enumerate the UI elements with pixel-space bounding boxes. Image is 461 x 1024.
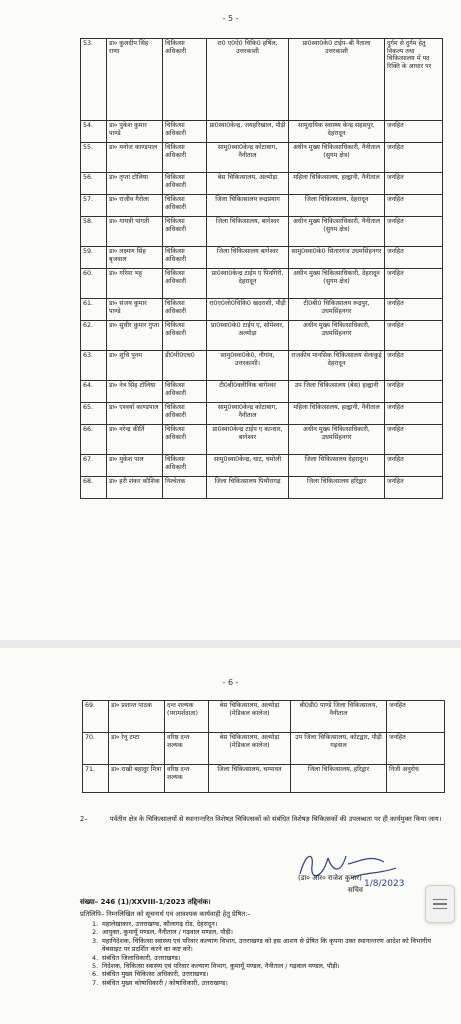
list-item [92,920,439,928]
cell-from: प्रा0स्वा0केन्द्र टाईप ए कान्धार, बागेश्वर [207,425,289,455]
cell-to: अधीन मुख्य चिकित्साधिकारी, नैनीताल (सुगम क्षेत्र) [289,217,385,247]
list-item [92,979,439,987]
cell-sn: 60. [81,269,107,299]
cell-from: जिला चिकित्सालय, चम्पावत [209,765,291,793]
list-item [92,954,439,962]
table-row [83,701,445,733]
cell-from: सामु0स्वा0केन्द्र, घाट, चमोली [207,455,289,477]
cell-from: जिला चिकित्सालय रूद्रप्रयाग [207,195,289,217]
table-row [81,351,443,381]
cell-to: जिला चिकित्सालय, हरिद्वार [291,765,387,793]
list-item [92,937,439,954]
cell-from: प्रा0स्वा0केन्द्र टाईप ए पिनगिरी, देहरादून [207,269,289,299]
copy-to-heading: प्रतिलिपि– निम्नलिखित को सूचनार्थ एवं आवश्यक कार्यवाही हेतु प्रेषित:– [80,910,251,918]
signatory-title: सचिव [348,886,363,894]
cell-name: डा० नरेन्द्र कीर्ति [107,425,163,455]
cell-reason: जनहित [385,403,443,425]
list-text: संबंधित जिलाधिकारी, उत्तराखण्ड। [102,953,181,962]
cell-reason: जनहित [385,455,443,477]
cell-sn: 69. [83,701,109,733]
cell-reason: जनहित [387,701,445,733]
cell-sn: 64. [81,381,107,403]
cell-desig: चिकित्सा अधिकारी [163,39,207,121]
cell-sn: 65. [81,403,107,425]
list-item [92,962,439,970]
cell-name: डा० शुचि पूनम [107,351,163,381]
cell-name: डा० सुधीर कुमार गुप्ता [107,321,163,351]
table-row [81,217,443,247]
list-text: निदेशक, चिकित्सा स्वास्थ्य एवं परिवार कल्याण विभाग, कुमायूँ मण्डल, नैनीताल / गढ़वाल मण्डल, पौड़ी। [102,962,340,971]
cell-to: सामुदायिक स्वास्थ्य केन्द्र सहसपुर, देहरादून [289,121,385,143]
cell-reason: जनहित [385,381,443,403]
signature-date: 1/8/2023 [364,879,405,888]
table-row [81,425,443,455]
note-text: पर्वतीय क्षेत्र के चिकित्सालयों से स्थानान्तरित विशेषज्ञ चिकित्सकों को संबंधित विशेषज्ञ चिकित्सकों की उपलब्धता पर ही कार्यमुक्त किया जाय। [109,815,442,823]
table-row [81,121,443,143]
cell-to: राजकीय मानसिक चिकित्सालय सेलाकुई देहरादून [289,351,385,381]
cell-sn: 53. [81,39,107,121]
table-row [81,247,443,269]
table-row [81,321,443,351]
cell-desig: चिकित्सा अधिकारी [163,403,207,425]
table-row [81,195,443,217]
cell-sn: 58. [81,217,107,247]
cell-to: उप जिला चिकित्सालय, कोटद्वार, पौड़ी गढ़वाल [291,733,387,765]
cell-reason: जनहित [385,351,443,381]
cell-name: डा० एश्वर्या काण्डपाल [107,403,163,425]
cell-desig: वरिष्ठ दन्त शल्यक [165,733,209,765]
cell-to: सामु0स्वा0के0 सितारगंज उधमसिंहनगर [289,247,385,269]
cell-to: प्रा0स्वा0के0 टाईप–बी नैताला उत्तरकाशी [289,39,385,121]
copy-to-list [92,920,439,987]
cell-sn: 67. [81,455,107,477]
cell-sn: 63. [81,351,107,381]
list-number: 5. [92,962,99,971]
cell-desig: वरिष्ठ दन्त शल्यक [165,765,209,793]
cell-from: जिला चिकित्सालय बागेश्वर [207,247,289,269]
cell-to: टी0बी0 चिकित्सालय रूद्रपुर, उधमसिंहनगर [289,299,385,321]
cell-desig: चिकित्सा अधिकारी [163,269,207,299]
cell-name: डा० नेत्र सिंह टोलिया [107,381,163,403]
list-text: संबंधित मुख्य चिकित्सा अधिकारी, उत्तराखण्ड। [102,970,209,979]
table-row [81,39,443,121]
menu-icon[interactable] [425,885,455,923]
table-row [81,403,443,425]
cell-desig: चिकित्सा अधिकारी [163,143,207,173]
cell-desig: चिकित्सा अधिकारी [163,173,207,195]
table-row [81,455,443,477]
cell-from: सामु0स्वा0केन्द्र कोटाबाग, नैनीताल [207,403,289,425]
cell-reason: जनहित [385,425,443,455]
table-row [81,477,443,499]
cell-name: डा० कुलदीप सिंह राणा [107,39,163,121]
cell-desig: चिकित्सा अधिकारी [163,425,207,455]
cell-name: डा० पुकेश कुमार पाण्डे [107,121,163,143]
cell-from: रा0ए0लो0चिकि0 खदराशी, पौड़ी [207,299,289,321]
table-row [81,143,443,173]
cell-reason: जनहित [385,173,443,195]
cell-from: बेस चिकित्सालय, अल्मोड़ा (मेडिकल कालेज) [209,701,291,733]
cell-to: अधीन मुख्य चिकित्साधिकारी, उधमसिंहनगर [289,321,385,351]
transfer-table [80,38,443,499]
table-row [83,765,445,793]
list-text: संबंधित मुख्य कोषाधिकारी / कोषाधिकारी, उत्तराखण्ड। [102,978,228,987]
cell-to: अधीन मुख्य चिकित्साधिकारी, उधमसिंहनगर [289,425,385,455]
cell-to: जिला चिकित्सालय, देहरादून [289,195,385,217]
list-number: 1. [92,920,99,928]
cell-from: सामु0स्वा0के0, नौगांव, उत्तरकाशी। [207,351,289,381]
list-item [92,970,439,978]
cell-to: बी0डी0 पाण्डे जिला चिकित्सालय, नैनीताल [291,701,387,733]
table-row [81,173,443,195]
cell-desig: दन्त शल्यक (परामर्शदाता) [165,701,209,733]
cell-reason: दुर्गम से दुर्गम हेतु विकल्प तथा चिकित्सालय में पद रिक्ति के आधार पर [385,39,443,121]
page-number: - 5 - [222,14,239,23]
cell-to: महिला चिकित्सालय, हल्द्वानी, नैनीताल [289,403,385,425]
cell-sn: 62. [81,321,107,351]
cell-desig: चिकित्सा अधिकारी [163,321,207,351]
list-item [92,928,439,936]
cell-name: डा० लक्ष्मण सिंह बृजवाल [107,247,163,269]
cell-sn: 57. [81,195,107,217]
cell-name: डा० राजीव गैरोला [107,195,163,217]
cell-name: डा० तृप्ता टोलिया [107,173,163,195]
cell-reason: जनहित [385,217,443,247]
cell-reason: जनहित [385,299,443,321]
instruction-note [80,814,445,825]
cell-desig: चिकित्सा अधिकारी [163,121,207,143]
cell-from: प्रा0स्वा0केन्द्र, जयहरिखाल, पौड़ी [207,121,289,143]
cell-to: अधीन मुख्य चिकित्साधिकारी, नैनीताल (सुगम क्षेत्र) [289,143,385,173]
cell-sn: 59. [81,247,107,269]
cell-from: प्रा0स्वा0के0 टाईप ए, सोमेश्वर, अल्मोड़ा [207,321,289,351]
table-row [81,269,443,299]
cell-reason: निजी अनुरोध [387,765,445,793]
cell-name: डा० गायत्री पांगती [107,217,163,247]
cell-desig: निश्चेतक [163,477,207,499]
cell-to: जिला चिकित्सालय हरिद्वार [289,477,385,499]
transfer-table [82,700,445,793]
cell-sn: 61. [81,299,107,321]
cell-reason: जनहित [385,143,443,173]
cell-reason: जनहित [385,121,443,143]
cell-name: डा० प्रशान्त पाठक [109,701,165,733]
list-text: आयुक्त, कुमायूँ मण्डल, नैनीताल / गढ़वाल मण्डल, पौड़ी। [102,928,233,937]
cell-sn: 55. [81,143,107,173]
cell-name: डा० राखी बहादुर मित्रा [109,765,165,793]
cell-reason: जनहित [385,195,443,217]
cell-sn: 70. [83,733,109,765]
cell-from: टी0बी0क्लीनिक बागेश्वर [207,381,289,403]
note-number: 2– [80,815,88,823]
cell-from: जिला चिकित्सालय पिथौरागढ़ [207,477,289,499]
list-number: 2. [92,928,99,937]
cell-to: अधीन मुख्य चिकित्साधिकारी, देहरादून (सुगम क्षेत्र) [289,269,385,299]
cell-reason: जनहित [385,321,443,351]
page-number: - 6 - [222,678,239,687]
cell-desig: चिकित्सा अधिकारी [163,381,207,403]
cell-desig: डी0पी0एच0 [163,351,207,381]
signatory-name: (डा० आर० राजेश कुमार) [298,874,362,882]
table-row [83,733,445,765]
list-text: महालेखाकार, उत्तराखण्ड, कौलागढ़ रोड, देहरादून। [102,920,218,928]
cell-name: डा० मनोज काण्डपाल [107,143,163,173]
cell-to: जिला चिकित्सालय देहरादून। [289,455,385,477]
table-row [81,381,443,403]
cell-desig: चिकित्सा अधिकारी [163,455,207,477]
cell-desig: चिकित्सा अधिकारी [163,247,207,269]
cell-to: महिला चिकित्सालय, हल्द्वानी, नैनीताल [289,173,385,195]
cell-reason: जनहित [385,477,443,499]
cell-name: डा० संजय कुमार पाण्डे [107,299,163,321]
list-number: 3. [92,936,99,945]
cell-sn: 66. [81,425,107,455]
cell-from: रा0 ए0ऐ0 चिकि0 हर्षिल, उत्तरकाशी [207,39,289,121]
cell-reason: जनहित [385,269,443,299]
reference-number: संख्या– 246 (1)/XXVIII-1/2023 तद्दिनांक। [80,898,211,906]
cell-name: डा० हरी शंकर कौशिक [107,477,163,499]
list-number: 7. [92,978,99,987]
cell-name: डा० रेनू टम्टा [109,733,165,765]
cell-from: बेस चिकित्सालय, अल्मोड़ा [207,173,289,195]
table-row [81,299,443,321]
cell-from: बेस चिकित्सालय, अल्मोड़ा (मेडिकल कालेज) [209,733,291,765]
cell-sn: 54. [81,121,107,143]
cell-sn: 56. [81,173,107,195]
list-number: 6. [92,970,99,979]
cell-reason: जनहित [387,733,445,765]
list-number: 4. [92,953,99,962]
cell-sn: 68. [81,477,107,499]
cell-desig: चिकित्सा अधिकारी [163,299,207,321]
cell-from: सामु0स्वा0केन्द्र कोटाबाग, नैनीताल [207,143,289,173]
cell-desig: चिकित्सा अधिकारी [163,195,207,217]
cell-desig: चिकित्सा अधिकारी [163,217,207,247]
cell-reason: जनहित [385,247,443,269]
cell-name: डा० गरिमा भट्ट [107,269,163,299]
cell-from: जिला चिकित्सालय, बागेश्वर [207,217,289,247]
document-page-6 [0,648,461,1024]
cell-to: उप जिला चिकित्सालय (बेस) हल्द्वानी [289,381,385,403]
list-text: महानिदेशक, चिकित्सा स्वास्थ्य एवं परिवार कल्याण विभाग, उत्तराखण्ड को इस आशय से प्रेषित कि कृपया उक्त स्थानान्तरण आदेश को विभागीय वेबसाइट पर प्रदर्शित करने का कष्ट करें। [102,936,431,954]
cell-name: डा० मुकेश पाल [107,455,163,477]
cell-sn: 71. [83,765,109,793]
